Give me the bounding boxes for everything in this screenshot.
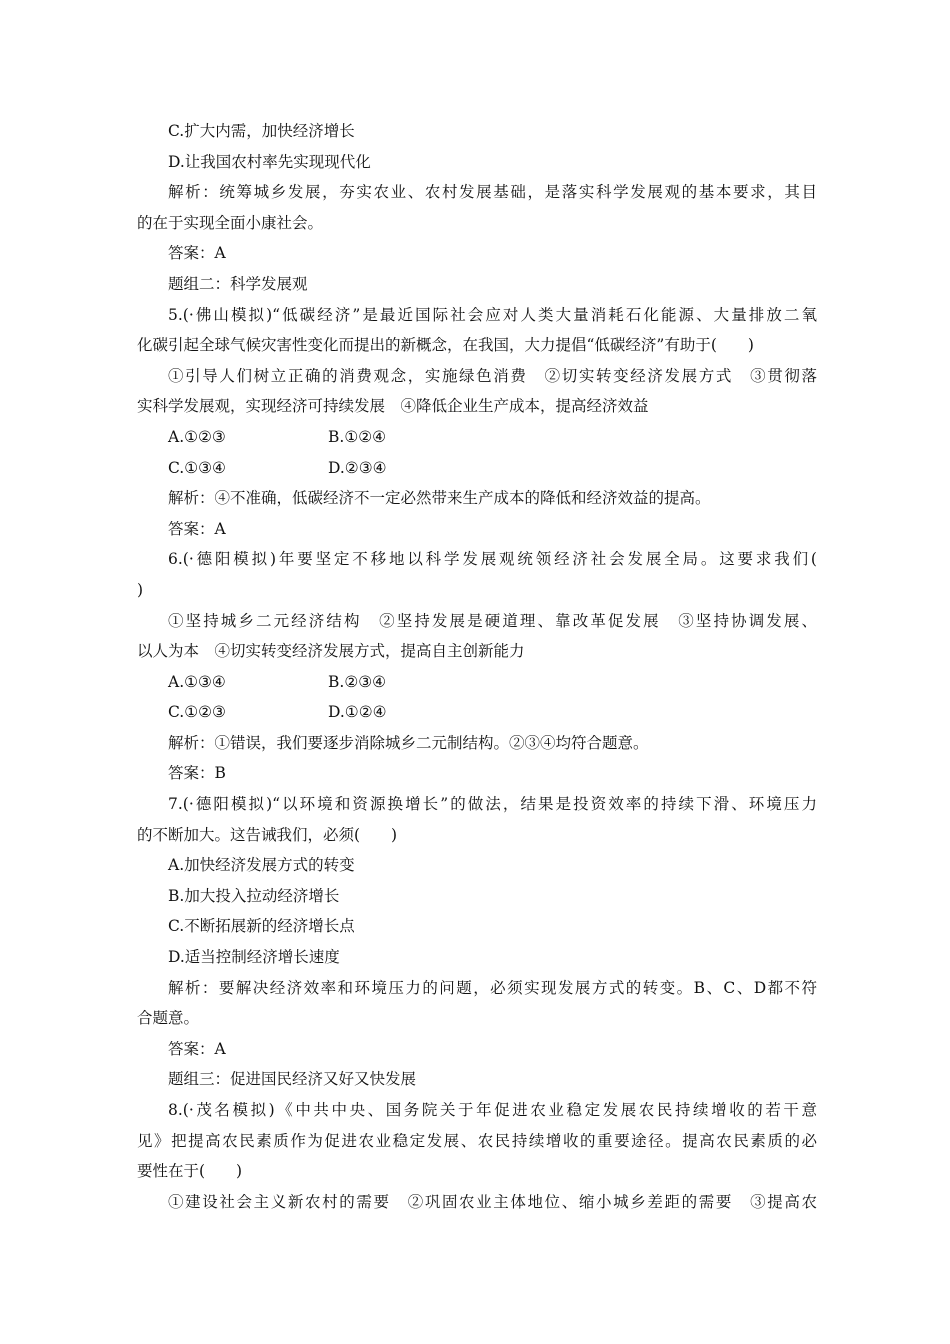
question-6-line1: 6.(·德阳模拟)年要坚定不移地以科学发展观统领经济社会发展全局。这要求我们( [168,550,817,569]
q8-statements-line1: ①建设社会主义新农村的需要 ②巩固农业主体地位、缩小城乡差距的需要 ③提高农 [168,1192,817,1211]
q5-option-b: B.①②④ [328,427,387,446]
question-8-line2: 见》把提高农民素质作为促进农业稳定发展、农民持续增收的重要途径。提高农民素质的必 [137,1131,817,1150]
q6-option-c: C.①②③ [168,703,226,722]
analysis-q5: 解析：④不准确，低碳经济不一定必然带来生产成本的降低和经济效益的提高。 [168,489,711,508]
q6-statements-line2: 以人为本 ④切实转变经济发展方式，提高自主创新能力 [137,642,525,661]
option-c-q4: C.扩大内需，加快经济增长 [168,122,355,140]
analysis-q7-line1: 解析：要解决经济效率和环境压力的问题，必须实现发展方式的转变。B、C、D都不符 [168,978,817,997]
question-5-line2: 化碳引起全球气候灾害性变化而提出的新概念，在我国，大力提倡“低碳经济”有助于( ) [137,336,754,355]
q7-option-a: A.加快经济发展方式的转变 [168,856,355,875]
question-8-line1: 8.(·茂名模拟)《中共中央、国务院关于年促进农业稳定发展农民持续增收的若干意 [168,1101,817,1119]
q5-statements-line1: ①引导人们树立正确的消费观念，实施绿色消费 ②切实转变经济发展方式 ③贯彻落 [168,366,817,385]
q6-options-row1 [137,667,817,698]
q7-option-d: D.适当控制经济增长速度 [168,948,340,967]
analysis-q4-line1: 解析：统筹城乡发展，夯实农业、农村发展基础，是落实科学发展观的基本要求，其目 [168,183,817,202]
analysis-q6: 解析：①错误，我们要逐步消除城乡二元制结构。②③④均符合题意。 [168,733,649,752]
answer-q6: 答案：B [168,764,226,783]
answer-q5: 答案：A [168,519,226,538]
answer-q4: 答案：A [168,244,226,263]
option-d-q4: D.让我国农村率先实现现代化 [168,152,371,171]
q6-option-b: B.②③④ [328,672,387,691]
q5-options-row1 [137,422,817,453]
q6-statements-line1: ①坚持城乡二元经济结构 ②坚持发展是硬道理、靠改革促发展 ③坚持协调发展、 [168,611,817,630]
q5-statements-line2: 实科学发展观，实现经济可持续发展 ④降低企业生产成本，提高经济效益 [137,397,649,416]
question-7-line1: 7.(·德阳模拟)“以环境和资源换增长”的做法，结果是投资效率的持续下滑、环境压力 [168,795,817,814]
q6-option-a: A.①③④ [168,672,226,691]
q5-options-row2 [137,453,817,484]
answer-q7: 答案：A [168,1039,226,1058]
section-heading-2: 题组二：科学发展观 [168,274,308,293]
question-8-line3: 要性在于( ) [137,1162,243,1181]
analysis-q7-line2: 合题意。 [137,1009,200,1028]
q5-option-a: A.①②③ [168,427,226,446]
document-page [137,116,817,1217]
q7-option-c: C.不断拓展新的经济增长点 [168,917,355,936]
q7-option-b: B.加大投入拉动经济增长 [168,886,340,905]
q6-options-row2 [137,697,817,728]
q6-option-d: D.①②④ [328,703,387,722]
question-6-line2: ) [137,580,144,599]
question-7-line2: 的不断加大。这告诫我们，必须( ) [137,825,398,844]
question-5-line1: 5.(·佛山模拟)“低碳经济”是最近国际社会应对人类大量消耗石化能源、大量排放二氧 [168,305,817,324]
q5-option-c: C.①③④ [168,458,226,477]
analysis-q4-line2: 的在于实现全面小康社会。 [137,213,324,232]
q5-option-d: D.②③④ [328,458,387,477]
section-heading-3: 题组三：促进国民经济又好又快发展 [168,1070,417,1089]
